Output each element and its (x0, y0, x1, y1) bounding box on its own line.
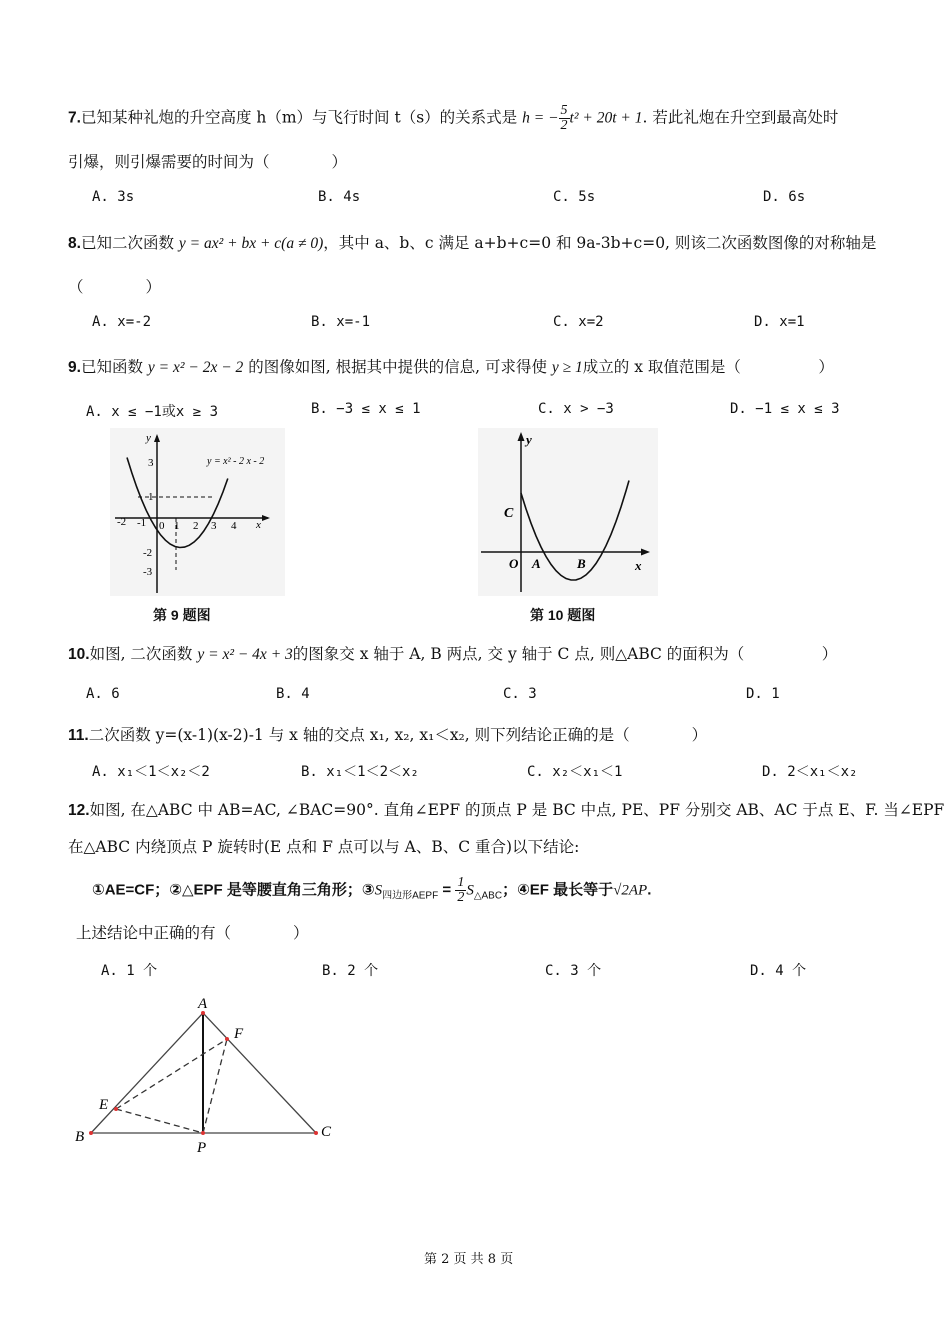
fig9-tick-x-neg2: -2 (117, 516, 127, 528)
fig9-tick-y1: 1 (148, 491, 154, 503)
fig10-y-label: y (526, 432, 532, 447)
q8-formula: y = ax² + bx + c(a ≠ 0) (178, 235, 324, 252)
fig10-label-o: O (509, 556, 519, 571)
q8-text-a: 已知二次函数 (80, 234, 174, 252)
q7-line1 (68, 104, 838, 133)
q12-line2: 在△ABC 内绕顶点 P 旋转时(E 点和 F 点可以与 A、B、C 重合)以下结论: (68, 838, 580, 856)
figure-10-caption: 第 10 题图 (530, 607, 596, 623)
q12-equals: = (438, 881, 456, 899)
q9-option-a: A. x ≤ −1或x ≥ 3 (86, 404, 219, 420)
q12-option-c: C. 3 个 (545, 963, 602, 979)
q7-formula-rhs: t² + 20t + 1 (569, 109, 643, 127)
fig9-background (110, 428, 285, 596)
q7-formula-lhs: h = − (522, 109, 559, 127)
q10-line1 (68, 642, 837, 664)
q7-text-b: . 若此礼炮在升空到最高处时 (642, 108, 839, 127)
q8-option-d: D. x=1 (754, 314, 805, 330)
q7-option-b: B. 4s (318, 189, 361, 205)
fig12-point-e (114, 1107, 118, 1111)
q12-option-d: D. 4 个 (750, 963, 807, 979)
fig12-point-b (89, 1131, 93, 1135)
q7-number: 7. (68, 109, 81, 127)
q10-number: 10. (68, 646, 90, 663)
q12-area-s: S (374, 882, 383, 899)
fig9-tick-y3: 3 (148, 457, 154, 469)
q9-condition: y ≥ 1 (551, 359, 583, 376)
q8-number: 8. (68, 235, 81, 252)
figure-9-caption: 第 9 题图 (153, 607, 211, 623)
q7-frac-num: 5 (560, 103, 568, 118)
q12-line4: 上述结论中正确的有（ ） (76, 924, 309, 942)
fig9-tick-x-neg1: -1 (137, 517, 147, 529)
q12-option-a: A. 1 个 (101, 963, 158, 979)
fig12-label-a: A (198, 996, 208, 1012)
q12-conclusions (92, 876, 651, 905)
fig9-tick-y-neg2: -2 (143, 547, 153, 559)
q8-line2: （ ） (68, 278, 162, 296)
q10-option-c: C. 3 (503, 686, 537, 702)
q12-frac-den: 2 (457, 890, 465, 905)
q8-option-a: A. x=-2 (92, 314, 152, 330)
q10-text-a: 如图, 二次函数 (89, 645, 193, 663)
fig12-label-f: F (234, 1026, 244, 1042)
fig10-label-c: C (504, 506, 514, 521)
q7-fraction (559, 104, 570, 133)
q7-line2: 引爆，则引爆需要的时间为（ ） (68, 153, 348, 171)
fig10-x-label: x (635, 558, 642, 573)
q7-text-a: 已知某种礼炮的升空高度 h（m）与飞行时间 t（s）的关系式是 (80, 108, 518, 127)
q7-option-a: A. 3s (92, 189, 135, 205)
q12-option-b: B. 2 个 (322, 963, 379, 979)
q8-option-c: C. x=2 (553, 314, 604, 330)
fig12-segment-pf (203, 1039, 227, 1133)
q9-text-a: 已知函数 (80, 358, 143, 376)
fig12-segment-ef (116, 1039, 227, 1109)
fig9-tick-origin: 0 (159, 520, 165, 532)
q12-period: . (647, 881, 652, 899)
fig9-tick-x1: 1 (174, 520, 180, 532)
q7-option-c: C. 5s (553, 189, 596, 205)
q12-text-line1: 如图, 在△ABC 中 AB=AC, ∠BAC=90°. 直角∠EPF 的顶点 P 是 BC 中点, PE、PF 分别交 AB、AC 于点 E、F. 当∠EPF (89, 801, 945, 819)
q10-option-b: B. 4 (276, 686, 310, 702)
fig12-label-e: E (99, 1097, 109, 1113)
q11-text: 二次函数 y=(x-1)(x-2)-1 与 x 轴的交点 x₁, x₂, x₁＜x₂, 则下列结论正确的是（ ） (88, 726, 708, 744)
fig9-tick-y-neg3: -3 (143, 566, 153, 578)
fig9-tick-x3: 3 (211, 520, 217, 532)
q11-line1 (68, 723, 707, 745)
q11-number: 11. (68, 727, 89, 744)
q12-conclusion-4: ；④EF 最长等于 (502, 881, 614, 899)
q8-option-b: B. x=-1 (311, 314, 371, 330)
fig12-label-c: C (321, 1124, 332, 1140)
q11-option-a: A. x₁＜1＜x₂＜2 (92, 764, 210, 780)
q12-area-sub: 四边形AEPF (382, 890, 439, 902)
fig9-curve-label: y = x² - 2 x - 2 (207, 456, 265, 467)
q12-area-s2: S (466, 882, 474, 899)
q11-option-c: C. x₂＜x₁＜1 (527, 764, 623, 780)
q12-area-sub2: △ABC (473, 890, 503, 902)
q7-option-d: D. 6s (763, 189, 806, 205)
fig9-x-label: x (256, 519, 261, 531)
q9-option-b: B. −3 ≤ x ≤ 1 (311, 401, 421, 417)
q9-formula: y = x² − 2x − 2 (147, 359, 244, 376)
q9-text-c: 成立的 x 取值范围是（ ） (582, 358, 834, 376)
q10-text-b: 的图象交 x 轴于 A, B 两点, 交 y 轴于 C 点, 则△ABC 的面积为（ ） (292, 645, 838, 663)
fig10-label-a: A (532, 556, 541, 571)
q10-option-d: D. 1 (746, 686, 780, 702)
q8-line1 (68, 231, 876, 253)
q9-option-d: D. −1 ≤ x ≤ 3 (730, 401, 840, 417)
figure-10-graph (478, 428, 658, 596)
fig12-segment-pe (116, 1109, 203, 1133)
fig12-side-ab (91, 1013, 203, 1133)
q9-line1 (68, 355, 834, 377)
fig10-label-b: B (577, 556, 586, 571)
q12-fraction (455, 876, 466, 905)
q9-option-c: C. x > −3 (538, 401, 614, 417)
fig12-label-p: P (197, 1140, 207, 1156)
q8-text-b: ，其中 a、b、c 满足 a+b+c=0 和 9a-3b+c=0, 则该二次函数图像的对称轴是 (323, 234, 877, 252)
fig12-label-b: B (75, 1129, 85, 1145)
figure-9-graph (110, 428, 285, 596)
fig9-tick-x2: 2 (193, 520, 199, 532)
q11-option-d: D. 2＜x₁＜x₂ (762, 764, 858, 780)
q12-number: 12. (68, 802, 90, 819)
q10-formula: y = x² − 4x + 3 (197, 646, 293, 663)
q12-conclusion-1-3: ①AE=CF；②△EPF 是等腰直角三角形；③ (92, 881, 375, 899)
q12-sqrt2-ap: √2AP (613, 882, 648, 899)
fig12-point-f (225, 1037, 229, 1041)
q7-frac-den: 2 (560, 118, 568, 133)
fig9-y-label: y (146, 432, 151, 444)
fig12-side-ac (203, 1013, 316, 1133)
q12-frac-num: 1 (457, 875, 465, 890)
fig9-tick-x4: 4 (231, 520, 237, 532)
q10-option-a: A. 6 (86, 686, 120, 702)
page-footer: 第 2 页 共 8 页 (424, 1252, 514, 1267)
figure-12-triangle (70, 990, 350, 1160)
q9-number: 9. (68, 359, 81, 376)
q9-text-b: 的图像如图, 根据其中提供的信息, 可求得使 (248, 358, 547, 376)
q12-line1 (68, 798, 944, 820)
fig12-point-c (314, 1131, 318, 1135)
q11-option-b: B. x₁＜1＜2＜x₂ (301, 764, 419, 780)
fig12-point-p (201, 1131, 205, 1135)
